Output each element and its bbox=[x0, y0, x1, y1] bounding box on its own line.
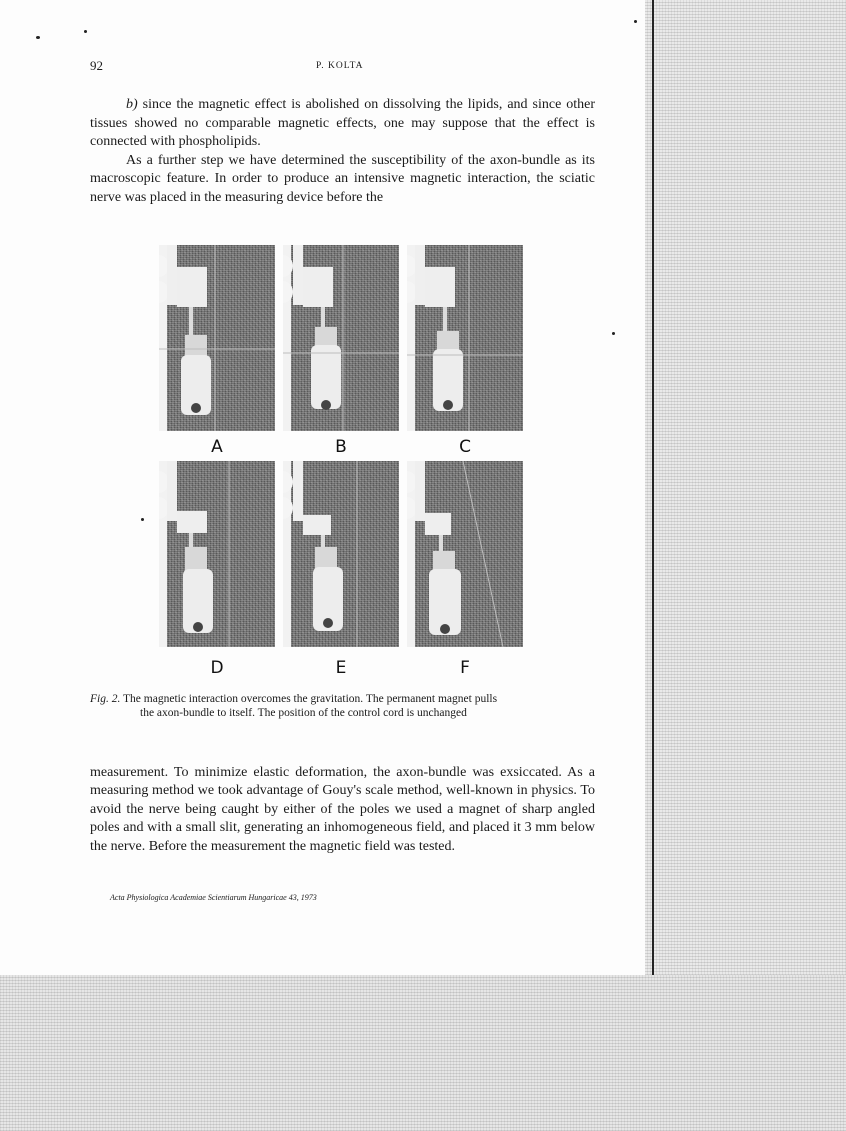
paragraph-3: measurement. To minimize elastic deformation, the axon-bundle was exsiccated. As a measuring method we took advantage of Gouy's scale method, well-known in physics. To avoid the nerve being caught by either of the poles we used a magnet of sharp angled poles and with a small slit, generating an inhomogeneous field, and placed it 3 mm below the nerve. Before the measurement the magnetic field was tested. bbox=[90, 765, 595, 854]
scan-background-right bbox=[644, 0, 846, 1131]
apparatus-illustration bbox=[283, 461, 399, 647]
figure-caption bbox=[90, 692, 600, 720]
apparatus-illustration bbox=[407, 461, 523, 647]
list-label: b) bbox=[126, 97, 138, 112]
panel-label-f: F bbox=[460, 658, 470, 678]
page-number: 92 bbox=[90, 58, 103, 73]
scan-background-bottom bbox=[0, 975, 846, 1131]
apparatus-illustration bbox=[159, 245, 275, 431]
figure-panel-a bbox=[159, 245, 275, 431]
paragraph-1-line-1: since the magnetic effect is abolished on dissolving the lipids, and bbox=[142, 97, 528, 112]
caption-line-2: the axon-bundle to itself. The position of the control cord is unchanged bbox=[140, 707, 467, 719]
figure-panel-b bbox=[283, 245, 399, 431]
figure-panel-d bbox=[159, 461, 275, 647]
scan-speck bbox=[634, 20, 637, 23]
caption-line-1: The magnetic interaction overcomes the gravitation. The permanent magnet pulls bbox=[123, 693, 498, 705]
body-text-top bbox=[90, 96, 595, 208]
figure-2 bbox=[157, 243, 525, 683]
apparatus-illustration bbox=[407, 245, 523, 431]
figure-panel-e bbox=[283, 461, 399, 647]
panel-label-d: D bbox=[210, 658, 224, 678]
panel-label-c: C bbox=[459, 437, 471, 457]
paragraph-1-rest: since other tissues showed no comparable magnetic effects, one may suppose that the effect is connected with phospholipids. bbox=[90, 97, 596, 150]
apparatus-illustration bbox=[159, 461, 275, 647]
page-edge-line bbox=[652, 0, 654, 975]
figure-panel-f bbox=[407, 461, 523, 647]
journal-footer: Acta Physiologica Academiae Scientiarum Hungaricae 43, 1973 bbox=[110, 893, 317, 902]
figure-panel-c bbox=[407, 245, 523, 431]
paragraph-2: As a further step we have determined the susceptibility of the axon-bundle as its macroscopic feature. In order to produce an intensive magnetic interaction, the sciatic nerve was placed in the measuring device before the bbox=[90, 152, 595, 205]
body-text-bottom bbox=[90, 764, 595, 856]
running-title: P. KOLTA bbox=[316, 61, 364, 71]
apparatus-illustration bbox=[283, 245, 399, 431]
caption-label: Fig. 2. bbox=[90, 693, 121, 705]
scan-speck bbox=[84, 30, 87, 33]
scan-speck bbox=[36, 36, 40, 39]
panel-label-b: B bbox=[335, 437, 347, 457]
scan-speck bbox=[612, 332, 615, 335]
scan-speck bbox=[141, 518, 144, 521]
panel-label-e: E bbox=[335, 658, 347, 678]
panel-label-a: A bbox=[211, 437, 223, 457]
paragraph-1 bbox=[90, 96, 595, 152]
